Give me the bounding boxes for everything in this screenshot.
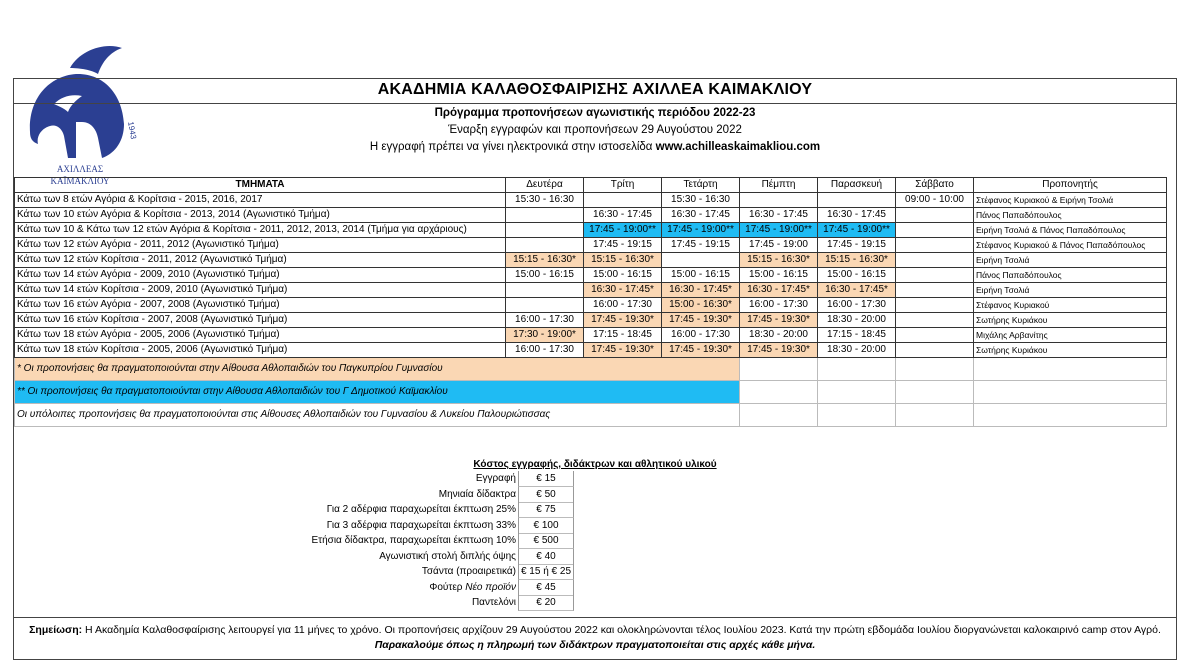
time-cell-mon: 15:00 - 16:15 bbox=[506, 268, 584, 283]
empty-cell bbox=[896, 358, 974, 381]
note-single-star-text: * Οι προπονήσεις θα πραγματοποιούνται στην Αίθουσα Αθλοπαιδιών του Παγκυπρίου Γυμνασίου bbox=[15, 358, 740, 381]
table-row bbox=[15, 238, 1167, 253]
fee-label bbox=[14, 564, 516, 579]
time-cell-tue: 17:45 - 19:30* bbox=[584, 343, 662, 358]
footer-emphasis: Παρακαλούμε όπως η πληρωμή των διδάκτρων πραγματοποιείται στις αρχές κάθε μήνα. bbox=[374, 639, 816, 651]
website-link[interactable]: www.achilleaskaimakliou.com bbox=[655, 141, 821, 153]
fee-value: € 40 bbox=[518, 549, 574, 565]
footer-note bbox=[14, 623, 1176, 653]
coach-cell: Στέφανος Κυριακού & Πάνος Παπαδόπουλος bbox=[974, 238, 1167, 253]
column-header: Δευτέρα bbox=[506, 178, 584, 193]
fee-label-text: Ετήσια δίδακτρα, παραχωρείται έκπτωση 10% bbox=[311, 535, 516, 546]
coach-cell: Στέφανος Κυριακού bbox=[974, 298, 1167, 313]
time-cell-thu: 17:45 - 19:30* bbox=[740, 343, 818, 358]
fee-row bbox=[14, 471, 574, 486]
time-cell-fri: 17:45 - 19:00** bbox=[818, 223, 896, 238]
time-cell-wed: 17:45 - 19:30* bbox=[662, 313, 740, 328]
time-cell-mon: 15:15 - 16:30* bbox=[506, 253, 584, 268]
table-row bbox=[15, 328, 1167, 343]
time-cell-sat bbox=[896, 283, 974, 298]
table-row bbox=[15, 298, 1167, 313]
fee-row bbox=[14, 533, 574, 548]
column-header: Τετάρτη bbox=[662, 178, 740, 193]
group-cell: Κάτω των 16 ετών Κορίτσια - 2007, 2008 (Αγωνιστικό Τμήμα) bbox=[15, 313, 506, 328]
fee-value: € 100 bbox=[518, 518, 574, 534]
time-cell-sat bbox=[896, 328, 974, 343]
time-cell-mon bbox=[506, 208, 584, 223]
time-cell-wed bbox=[662, 253, 740, 268]
time-cell-wed: 15:30 - 16:30 bbox=[662, 193, 740, 208]
fee-label bbox=[14, 487, 516, 502]
time-cell-mon: 16:00 - 17:30 bbox=[506, 343, 584, 358]
fee-row bbox=[14, 595, 574, 610]
time-cell-sat bbox=[896, 208, 974, 223]
column-header: Παρασκευή bbox=[818, 178, 896, 193]
time-cell-thu bbox=[740, 193, 818, 208]
time-cell-thu: 16:00 - 17:30 bbox=[740, 298, 818, 313]
fee-row bbox=[14, 487, 574, 502]
logo-name-top: ΑΧΙΛΛΕΑΣ bbox=[56, 164, 104, 174]
coach-cell: Σωτήρης Κυριάκου bbox=[974, 343, 1167, 358]
note-others-text: Οι υπόλοιπες προπονήσεις θα πραγματοποιούνται στις Αίθουσες Αθλοπαιδιών του Γυμνασίου & Λυκείου Παλουριώτισσας bbox=[15, 404, 740, 427]
fee-label-extra: Νέο προϊόν bbox=[465, 581, 516, 593]
table-row bbox=[15, 313, 1167, 328]
schedule-table bbox=[14, 177, 1167, 427]
time-cell-thu: 16:30 - 17:45* bbox=[740, 283, 818, 298]
empty-cell bbox=[740, 381, 818, 404]
column-header: Τρίτη bbox=[584, 178, 662, 193]
column-header: Προπονητής bbox=[974, 178, 1167, 193]
fee-value: € 50 bbox=[518, 487, 574, 503]
time-cell-tue: 15:15 - 16:30* bbox=[584, 253, 662, 268]
time-cell-fri: 16:00 - 17:30 bbox=[818, 298, 896, 313]
time-cell-mon: 17:30 - 19:00* bbox=[506, 328, 584, 343]
column-header: ΤΜΗΜΑΤΑ bbox=[15, 178, 506, 193]
fee-label-text: Εγγραφή bbox=[475, 473, 516, 484]
group-cell: Κάτω των 12 ετών Αγόρια - 2011, 2012 (Αγωνιστικό Τμήμα) bbox=[15, 238, 506, 253]
time-cell-wed: 17:45 - 19:00** bbox=[662, 223, 740, 238]
note-double-star-text: ** Οι προπονήσεις θα πραγματοποιούνται στην Αίθουσα Αθλοπαιδιών του Γ Δημοτικού Καϊμακλίου bbox=[15, 381, 740, 404]
time-cell-wed: 17:45 - 19:30* bbox=[662, 343, 740, 358]
time-cell-wed: 16:30 - 17:45* bbox=[662, 283, 740, 298]
coach-cell: Πάνος Παπαδόπουλος bbox=[974, 268, 1167, 283]
empty-cell bbox=[974, 404, 1167, 427]
coach-cell: Ειρήνη Τσολιά & Πάνος Παπαδόπουλος bbox=[974, 223, 1167, 238]
fee-label-text: Αγωνιστική στολή διπλής όψης bbox=[379, 550, 516, 562]
fee-label-text: Για 2 αδέρφια παραχωρείται έκπτωση 25% bbox=[326, 504, 516, 515]
fee-label bbox=[14, 533, 516, 548]
time-cell-tue: 16:00 - 17:30 bbox=[584, 298, 662, 313]
coach-cell: Σωτήρης Κυριάκου bbox=[974, 313, 1167, 328]
time-cell-thu: 15:15 - 16:30* bbox=[740, 253, 818, 268]
coach-cell: Πάνος Παπαδόπουλος bbox=[974, 208, 1167, 223]
table-header-row bbox=[15, 178, 1167, 193]
time-cell-wed: 15:00 - 16:30* bbox=[662, 298, 740, 313]
time-cell-thu: 17:45 - 19:30* bbox=[740, 313, 818, 328]
fee-label bbox=[14, 471, 516, 486]
time-cell-mon bbox=[506, 223, 584, 238]
group-cell: Κάτω των 18 ετών Αγόρια - 2005, 2006 (Αγωνιστικό Τμήμα) bbox=[15, 328, 506, 343]
time-cell-fri: 15:15 - 16:30* bbox=[818, 253, 896, 268]
page-title: ΑΚΑΔΗΜΙΑ ΚΑΛΑΘΟΣΦΑΙΡΙΣΗΣ ΑΧΙΛΛΕΑ ΚΑΙΜΑΚΛΙΟΥ bbox=[377, 81, 813, 98]
time-cell-mon bbox=[506, 298, 584, 313]
time-cell-tue: 17:45 - 19:30* bbox=[584, 313, 662, 328]
fee-label bbox=[14, 580, 516, 595]
fee-label bbox=[14, 595, 516, 610]
time-cell-sat bbox=[896, 313, 974, 328]
empty-cell bbox=[740, 404, 818, 427]
fee-value: € 45 bbox=[518, 580, 574, 596]
time-cell-fri bbox=[818, 193, 896, 208]
time-cell-mon: 16:00 - 17:30 bbox=[506, 313, 584, 328]
time-cell-sat bbox=[896, 253, 974, 268]
time-cell-wed: 16:00 - 17:30 bbox=[662, 328, 740, 343]
time-cell-fri: 17:15 - 18:45 bbox=[818, 328, 896, 343]
time-cell-sat bbox=[896, 343, 974, 358]
coach-cell: Ειρήνη Τσολιά bbox=[974, 253, 1167, 268]
empty-cell bbox=[974, 358, 1167, 381]
time-cell-mon bbox=[506, 238, 584, 253]
empty-cell bbox=[896, 381, 974, 404]
time-cell-fri: 15:00 - 16:15 bbox=[818, 268, 896, 283]
note-others bbox=[15, 404, 1167, 427]
time-cell-thu: 18:30 - 20:00 bbox=[740, 328, 818, 343]
coach-cell: Στέφανος Κυριακού & Ειρήνη Τσολιά bbox=[974, 193, 1167, 208]
fee-label bbox=[14, 549, 516, 564]
fee-value: € 20 bbox=[518, 595, 574, 611]
fee-value: € 15 ή € 25 bbox=[518, 564, 574, 580]
fee-label-text: Μηνιαία δίδακτρα bbox=[438, 488, 516, 500]
time-cell-thu: 16:30 - 17:45 bbox=[740, 208, 818, 223]
group-cell: Κάτω των 18 ετών Κορίτσια - 2005, 2006 (Αγωνιστικό Τμήμα) bbox=[15, 343, 506, 358]
fee-value: € 500 bbox=[518, 533, 574, 549]
time-cell-mon bbox=[506, 283, 584, 298]
table-row bbox=[15, 208, 1167, 223]
time-cell-sat bbox=[896, 268, 974, 283]
column-header: Πέμπτη bbox=[740, 178, 818, 193]
fee-row bbox=[14, 549, 574, 564]
table-row bbox=[15, 283, 1167, 298]
fee-label bbox=[14, 502, 516, 517]
time-cell-sat bbox=[896, 238, 974, 253]
time-cell-fri: 16:30 - 17:45* bbox=[818, 283, 896, 298]
footer-label: Σημείωση: bbox=[29, 624, 83, 636]
time-cell-sat bbox=[896, 298, 974, 313]
empty-cell bbox=[740, 358, 818, 381]
coach-cell: Ειρήνη Τσολιά bbox=[974, 283, 1167, 298]
group-cell: Κάτω των 14 ετών Κορίτσια - 2009, 2010 (Αγωνιστικό Τμήμα) bbox=[15, 283, 506, 298]
time-cell-tue: 15:00 - 16:15 bbox=[584, 268, 662, 283]
empty-cell bbox=[896, 404, 974, 427]
table-row bbox=[15, 268, 1167, 283]
empty-cell bbox=[818, 381, 896, 404]
time-cell-tue: 16:30 - 17:45* bbox=[584, 283, 662, 298]
fee-value: € 15 bbox=[518, 471, 574, 487]
footer-text: Η Ακαδημία Καλαθοσφαίρισης λειτουργεί για 11 μήνες το χρόνο. Οι προπονήσεις αρχίζουν 29 Αυγούστου 2022 και ολοκληρώνονται τέλος Ιουλίου 2023. Κατά την πρώτη εβδομάδα Ιουλίου διοργανώνεται καλοκαιρινό camp στον Αγρό. bbox=[82, 624, 1161, 636]
time-cell-fri: 18:30 - 20:00 bbox=[818, 343, 896, 358]
fee-row bbox=[14, 564, 574, 579]
coach-cell: Μιχάλης Αρβανίτης bbox=[974, 328, 1167, 343]
empty-cell bbox=[818, 404, 896, 427]
logo-year: 1943 bbox=[126, 120, 138, 140]
start-line: Έναρξη εγγραφών και προπονήσεων 29 Αυγούστου 2022 bbox=[448, 124, 742, 136]
group-cell: Κάτω των 8 ετών Αγόρια & Κορίτσια - 2015, 2016, 2017 bbox=[15, 193, 506, 208]
time-cell-fri: 16:30 - 17:45 bbox=[818, 208, 896, 223]
time-cell-thu: 15:00 - 16:15 bbox=[740, 268, 818, 283]
fee-label-text: Φούτερ bbox=[429, 581, 463, 593]
fee-label bbox=[14, 518, 516, 533]
note-double-star bbox=[15, 381, 1167, 404]
schedule-sheet bbox=[13, 78, 1177, 660]
table-row bbox=[15, 193, 1167, 208]
time-cell-wed: 16:30 - 17:45 bbox=[662, 208, 740, 223]
time-cell-tue: 16:30 - 17:45 bbox=[584, 208, 662, 223]
season-subtitle: Πρόγραμμα προπονήσεων αγωνιστικής περιόδου 2022-23 bbox=[434, 107, 756, 119]
fee-row bbox=[14, 580, 574, 595]
time-cell-thu: 17:45 - 19:00 bbox=[740, 238, 818, 253]
time-cell-wed: 15:00 - 16:15 bbox=[662, 268, 740, 283]
register-line bbox=[14, 141, 1176, 153]
group-cell: Κάτω των 10 & Κάτω των 12 ετών Αγόρια & Κορίτσια - 2011, 2012, 2013, 2014 (Τμήμα για αρχάριους) bbox=[15, 223, 506, 238]
time-cell-tue: 17:15 - 18:45 bbox=[584, 328, 662, 343]
time-cell-thu: 17:45 - 19:00** bbox=[740, 223, 818, 238]
time-cell-tue: 17:45 - 19:15 bbox=[584, 238, 662, 253]
empty-cell bbox=[974, 381, 1167, 404]
note-single-star bbox=[15, 358, 1167, 381]
time-cell-tue bbox=[584, 193, 662, 208]
fee-label-text: Τσάντα (προαιρετικά) bbox=[421, 566, 516, 577]
fees-title: Κόστος εγγραφής, διδάκτρων και αθλητικού υλικού bbox=[473, 459, 717, 470]
register-text: Η εγγραφή πρέπει να γίνει ηλεκτρονικά στην ιστοσελίδα bbox=[369, 141, 656, 153]
group-cell: Κάτω των 12 ετών Κορίτσια - 2011, 2012 (Αγωνιστικό Τμήμα) bbox=[15, 253, 506, 268]
group-cell: Κάτω των 10 ετών Αγόρια & Κορίτσια - 2013, 2014 (Αγωνιστικό Τμήμα) bbox=[15, 208, 506, 223]
table-row bbox=[15, 253, 1167, 268]
time-cell-wed: 17:45 - 19:15 bbox=[662, 238, 740, 253]
time-cell-fri: 18:30 - 20:00 bbox=[818, 313, 896, 328]
column-header: Σάββατο bbox=[896, 178, 974, 193]
time-cell-fri: 17:45 - 19:15 bbox=[818, 238, 896, 253]
table-row bbox=[15, 343, 1167, 358]
empty-cell bbox=[818, 358, 896, 381]
group-cell: Κάτω των 14 ετών Αγόρια - 2009, 2010 (Αγωνιστικό Τμήμα) bbox=[15, 268, 506, 283]
group-cell: Κάτω των 16 ετών Αγόρια - 2007, 2008 (Αγωνιστικό Τμήμα) bbox=[15, 298, 506, 313]
fee-value: € 75 bbox=[518, 502, 574, 518]
time-cell-mon: 15:30 - 16:30 bbox=[506, 193, 584, 208]
table-row bbox=[15, 223, 1167, 238]
time-cell-tue: 17:45 - 19:00** bbox=[584, 223, 662, 238]
logo-name-bottom: ΚΑΪΜΑΚΛΙΟΥ bbox=[50, 176, 110, 186]
time-cell-sat: 09:00 - 10:00 bbox=[896, 193, 974, 208]
time-cell-sat bbox=[896, 223, 974, 238]
fee-label-text: Παντελόνι bbox=[471, 597, 516, 608]
fee-row bbox=[14, 518, 574, 533]
fee-row bbox=[14, 502, 574, 517]
fee-label-text: Για 3 αδέρφια παραχωρείται έκπτωση 33% bbox=[326, 519, 516, 531]
